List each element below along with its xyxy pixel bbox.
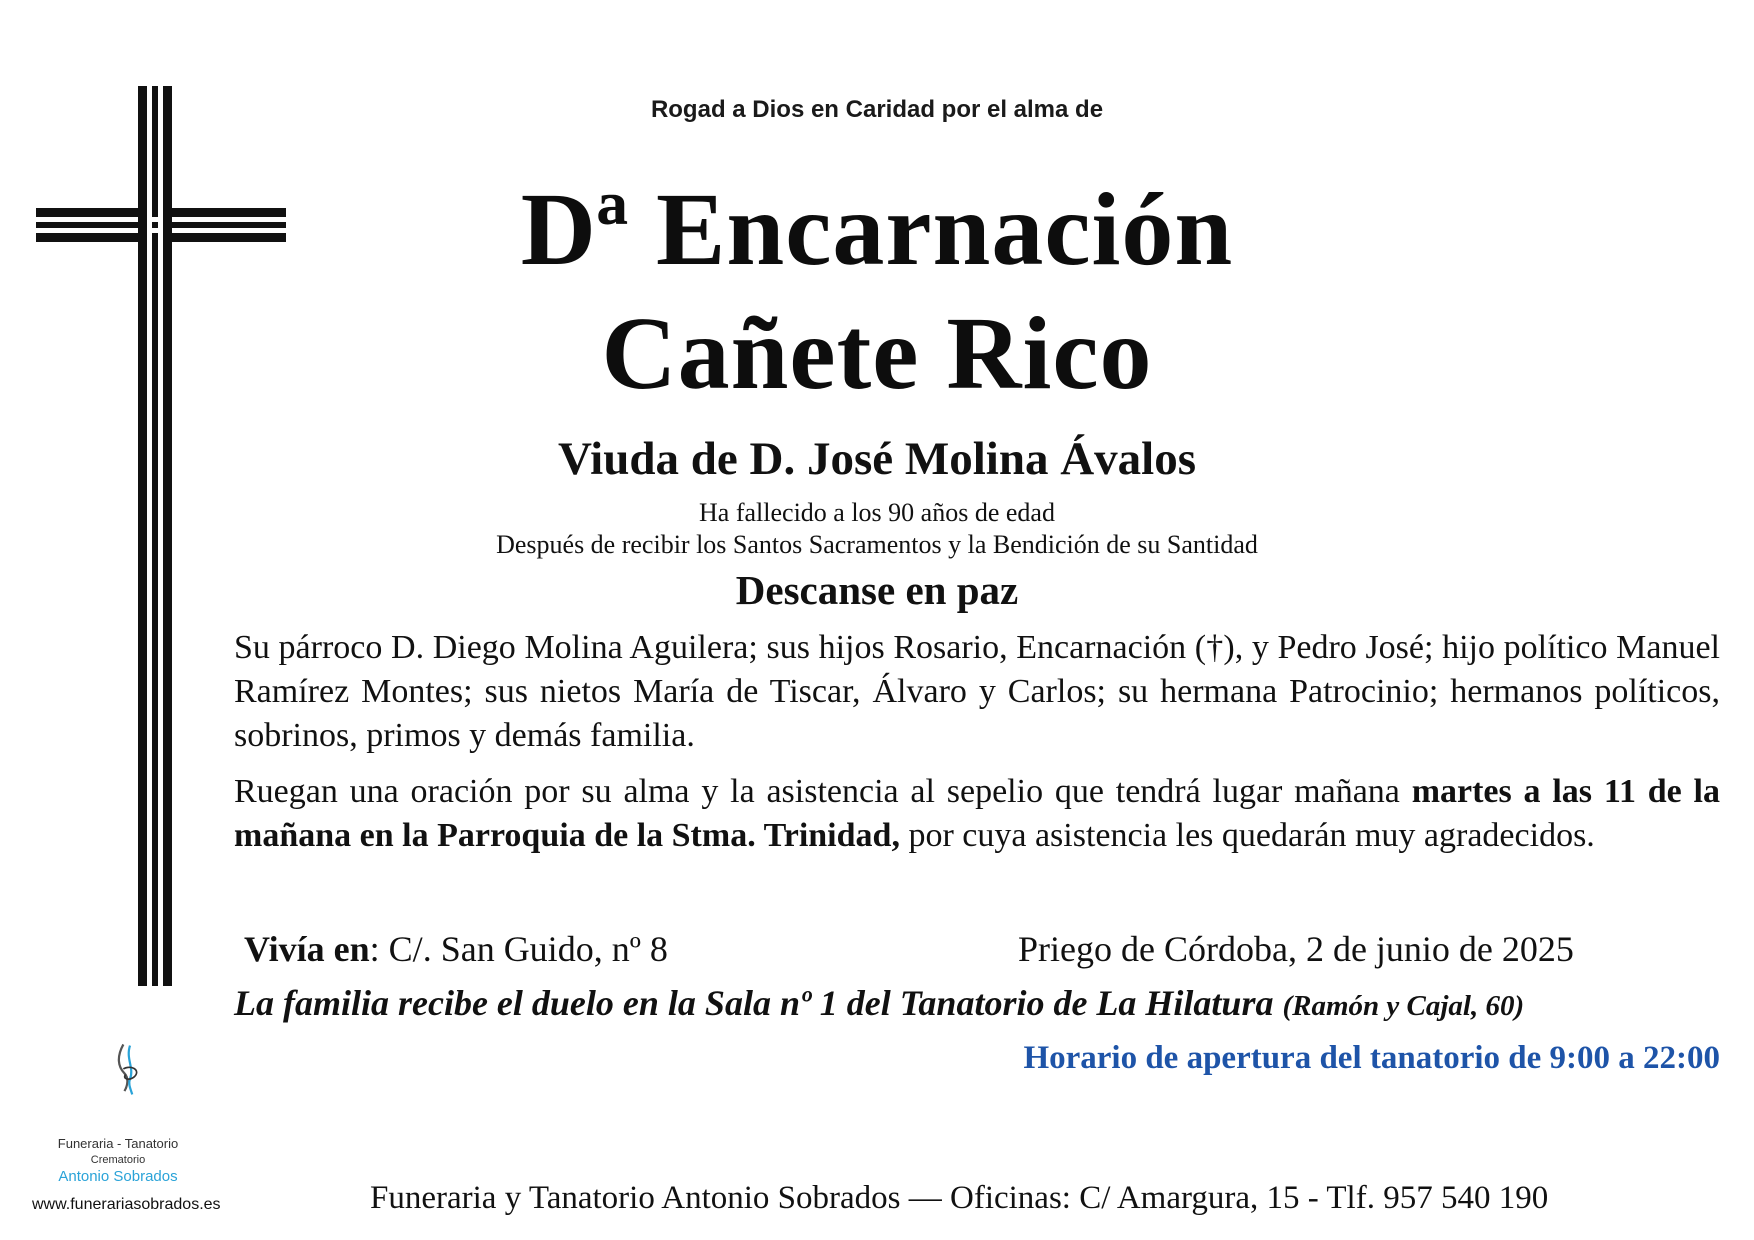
residence-value: : C/. San Guido, nº 8 (369, 929, 668, 969)
sacraments-line: Después de recibir los Santos Sacramentos y la Bendición de su Santidad (496, 530, 1258, 559)
residence (244, 928, 668, 970)
condolence-address: (Ramón y Cajal, 60) (1282, 990, 1525, 1022)
condolence-text: La familia recibe el duelo en la Sala nº 1 del Tanatorio de La Hilatura (234, 983, 1283, 1023)
website-link[interactable]: www.funerariasobrados.es (32, 1196, 221, 1213)
residence-label: Vivía en (244, 929, 370, 969)
burial-details: martes a las 11 de la mañana en la Parroquia de la Stma. Trinidad, (234, 773, 1720, 854)
death-notice (0, 497, 1754, 561)
intro-text: Rogad a Dios en Caridad por el alma de (650, 96, 1104, 123)
logo-line3: Antonio Sobrados (58, 1168, 178, 1185)
family-paragraph: Su párroco D. Diego Molina Aguilera; sus hijos Rosario, Encarnación (†), y Pedro José; hijo político Manuel Ramírez Montes; sus nietos María de Tiscar, Álvaro y Carlos; su hermana Patrocinio; hermanos políticos, sobrinos, primos y demás familia. (234, 629, 1720, 754)
place-date: Priego de Córdoba, 2 de junio de 2025 (1018, 929, 1574, 969)
logo-line1: Funeraria - Tanatorio (57, 1136, 179, 1151)
deceased-name-first: Dª Encarnación (520, 172, 1234, 287)
prayer-paragraph (234, 770, 1720, 858)
footer-contact: Funeraria y Tanatorio Antonio Sobrados — Oficinas: C/ Amargura, 15 - Tlf. 957 540 190 (370, 1180, 1549, 1216)
opening-hours: Horario de apertura del tanatorio de 9:00 a 22:00 (1023, 1040, 1720, 1076)
age-line: Ha fallecido a los 90 años de edad (699, 498, 1055, 527)
condolence-notice (234, 982, 1524, 1024)
widow-of: Viuda de D. José Molina Ávalos (557, 433, 1197, 485)
deceased-name-last: Cañete Rico (601, 296, 1153, 411)
funeral-home-logo (30, 1040, 230, 1140)
rest-in-peace: Descanse en paz (735, 567, 1019, 613)
prayer-end: por cuya asistencia les quedarán muy agradecidos. (899, 817, 1595, 854)
logo-line2: Crematorio (90, 1154, 146, 1166)
prayer-start: Ruegan una oración por su alma y la asistencia al sepelio que tendrá lugar mañana (234, 773, 1412, 810)
